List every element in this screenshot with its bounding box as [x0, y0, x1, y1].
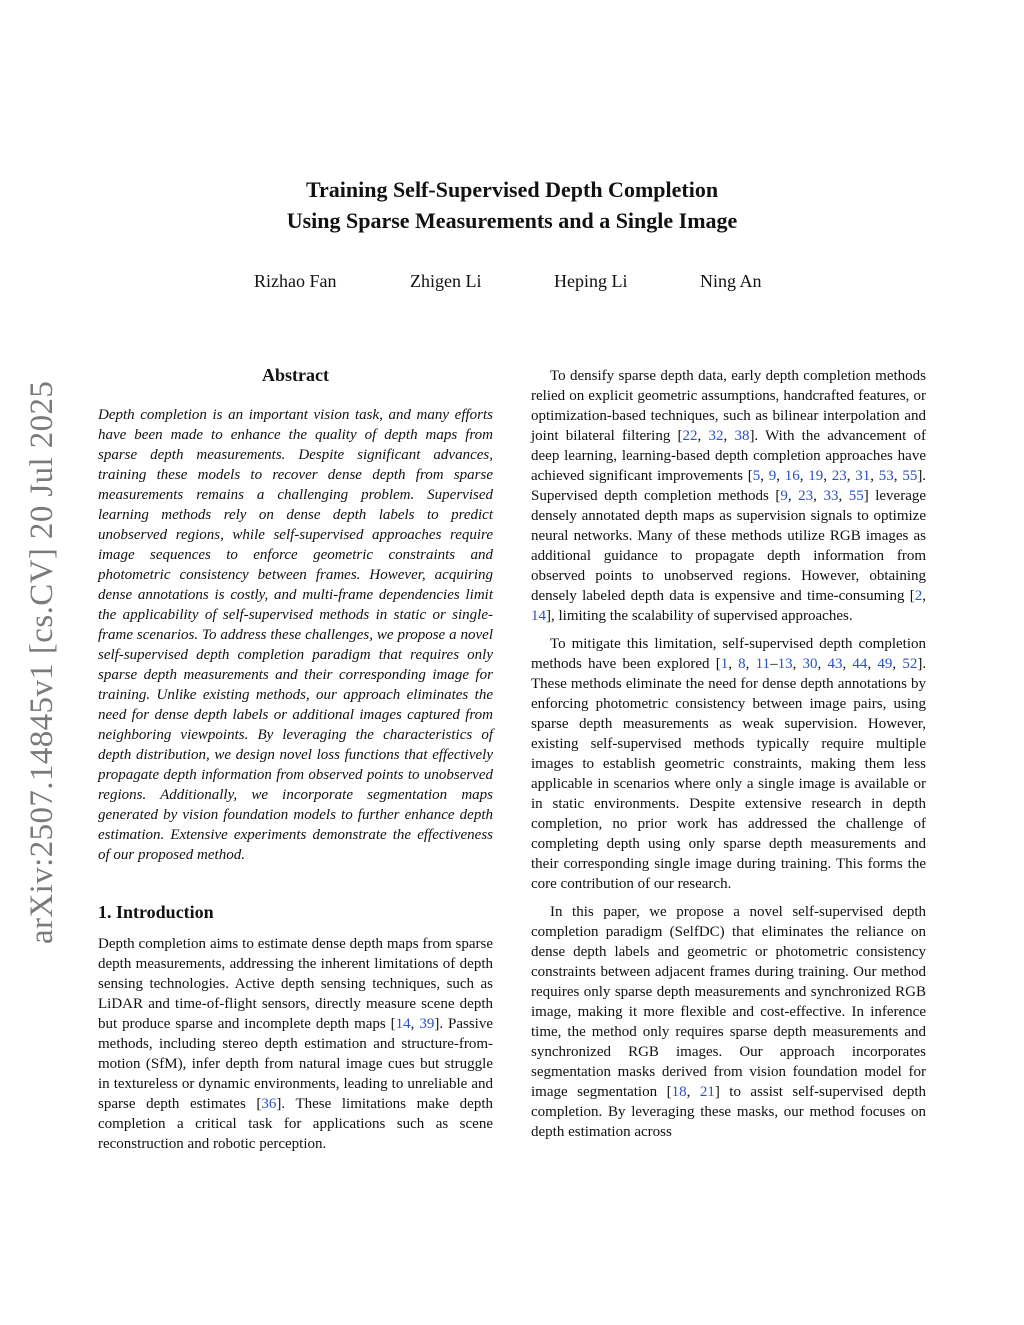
citation-link[interactable]: 36 [261, 1096, 277, 1112]
citation-link[interactable]: 49 [877, 656, 893, 672]
citation-link[interactable]: 38 [734, 428, 750, 444]
citation-link[interactable]: 1 [720, 656, 729, 672]
citation-link[interactable]: 19 [808, 468, 824, 484]
citation-link[interactable]: 14 [531, 608, 546, 624]
intro-paragraph-3: To mitigate this limitation, self-supervised depth completion methods have been explored [1, 8, 11–13, 30, 43, 44, 49, 52]. These methods eliminate the need for dense depth annotations by enforcing photometric consistency between image pairs, using sparse depth measurements as weak supervision. However, existing self-supervised methods typically require multiple images to establish geometric constraints, making them less applicable in scenarios where only a single image is available or in static environments. Despite extensive research in depth completion, no prior work has addressed the challenge of completing depth using only sparse depth measurements and their corresponding single image during training. This forms the core contribution of our research. [531, 636, 927, 892]
citation-link[interactable]: 18 [671, 1084, 687, 1100]
title-line-2: Using Sparse Measurements and a Single Image [286, 208, 738, 233]
abstract-text: Depth completion is an important vision task, and many efforts have been made to enhance the quality of depth maps from sparse depth measurements. Despite significant advances, training these models to recover dense depth from sparse measurements remains a challenging problem. Supervised learning methods rely on dense depth labels to predict unobserved regions, while self-supervised approaches require image sequences to enforce geometric constraints and photometric consistency between frames. However, acquiring dense annotations is costly, and multi-frame dependencies limit the applicability of self-supervised methods in static or single-frame scenarios. To address these challenges, we propose a novel self-supervised depth completion paradigm that requires only sparse depth measurements and their corresponding image for training. Unlike existing methods, our approach eliminates the need for dense depth labels or additional images captured from neighboring viewpoints. By leveraging the characteristics of depth distribution, we design novel loss functions that effectively propagate depth information from observed points to unobserved regions. Additionally, we incorporate segmentation maps generated by vision foundation models to further enhance depth estimation. Extensive experiments demonstrate the effectiveness of our proposed method. [98, 407, 493, 863]
abstract-heading: Abstract [262, 365, 329, 385]
author-name: Zhigen Li [410, 271, 482, 291]
author-name: Heping Li [554, 271, 628, 291]
citation-link[interactable]: 11 [755, 656, 771, 672]
citation-link[interactable]: 14 [395, 1016, 411, 1032]
citation-link[interactable]: 8 [738, 656, 746, 672]
citation-link[interactable]: 9 [768, 468, 777, 484]
citation-link[interactable]: 5 [752, 468, 761, 484]
citation-link[interactable]: 16 [784, 468, 800, 484]
citation-link[interactable]: 39 [419, 1016, 435, 1032]
citation-link[interactable]: 21 [699, 1084, 715, 1100]
citation-link[interactable]: 23 [831, 468, 847, 484]
intro-paragraph-4: In this paper, we propose a novel self-supervised depth completion paradigm (SelfDC) that eliminates the reliance on dense depth labels and geometric or photometric consistency constraints between adjacent frames during training. Our method requires only sparse depth measurements and synchronized RGB image, making it more flexible and cost-effective. In inference time, the method only requires sparse depth measurements and synchronized RGB images. Our approach incorporates segmentation masks derived from vision foundation model for image segmentation [18, 21] to assist self-supervised depth completion. By leveraging these masks, our method focuses on depth estimation across [531, 904, 926, 1140]
paper-title [0, 174, 1024, 236]
author-name: Ning An [700, 271, 762, 291]
citation-link[interactable]: 13 [777, 656, 793, 672]
citation-link[interactable]: 33 [823, 488, 839, 504]
citation-link[interactable]: 55 [848, 488, 864, 504]
intro-paragraph-2: To densify sparse depth data, early depth completion methods relied on explicit geometric assumptions, handcrafted features, or optimization-based techniques, such as bilinear interpolation and joint bilateral filtering [22, 32, 38]. With the advancement of deep learning, learning-based depth completion approaches have achieved significant improvements [5, 9, 16, 19, 23, 31, 53, 55]. Supervised depth completion methods [9, 23, 33, 55] leverage densely annotated depth maps as supervision signals to optimize neural networks. Many of these methods utilize RGB images as additional guidance to propagate depth information from observed points to unobserved regions. However, obtaining densely labeled depth data is expensive and time-consuming [2, 14], limiting the scalability of supervised approaches. [531, 368, 927, 624]
right-column [531, 366, 926, 1142]
citation-link[interactable]: 43 [827, 656, 843, 672]
citation-link[interactable]: 9 [780, 488, 788, 504]
citation-link[interactable]: 55 [902, 468, 918, 484]
citation-link[interactable]: 32 [708, 428, 724, 444]
citation-link[interactable]: 31 [855, 468, 871, 484]
citation-link[interactable]: 53 [878, 468, 894, 484]
author-name: Rizhao Fan [254, 271, 337, 291]
title-line-1: Training Self-Supervised Depth Completion [305, 177, 719, 202]
citation-link[interactable]: 23 [798, 488, 814, 504]
citation-link[interactable]: 44 [852, 656, 868, 672]
citation-link[interactable]: 30 [802, 656, 818, 672]
citation-link[interactable]: 52 [902, 656, 918, 672]
section-heading-introduction: 1. Introduction [98, 902, 214, 922]
citation-link[interactable]: 2 [914, 588, 923, 604]
left-column [98, 364, 493, 1154]
citation-link[interactable]: 22 [682, 428, 698, 444]
arxiv-identifier: arXiv:2507.14845v1 [cs.CV] 20 Jul 2025 [24, 380, 60, 944]
intro-paragraph-1: Depth completion aims to estimate dense depth maps from sparse depth measurements, addressing the inherent limitations of depth sensing technologies. Active depth sensing techniques, such as LiDAR and time-of-flight sensors, directly measure scene depth but produce sparse and incomplete depth maps [14, 39]. Passive methods, including stereo depth estimation and structure-from-motion (SfM), infer depth from natural image cues but struggle in textureless or dynamic environments, leading to unreliable and sparse depth estimates [36]. These limitations make depth completion a critical task for applications such as scene reconstruction and robotic perception. [98, 936, 494, 1152]
